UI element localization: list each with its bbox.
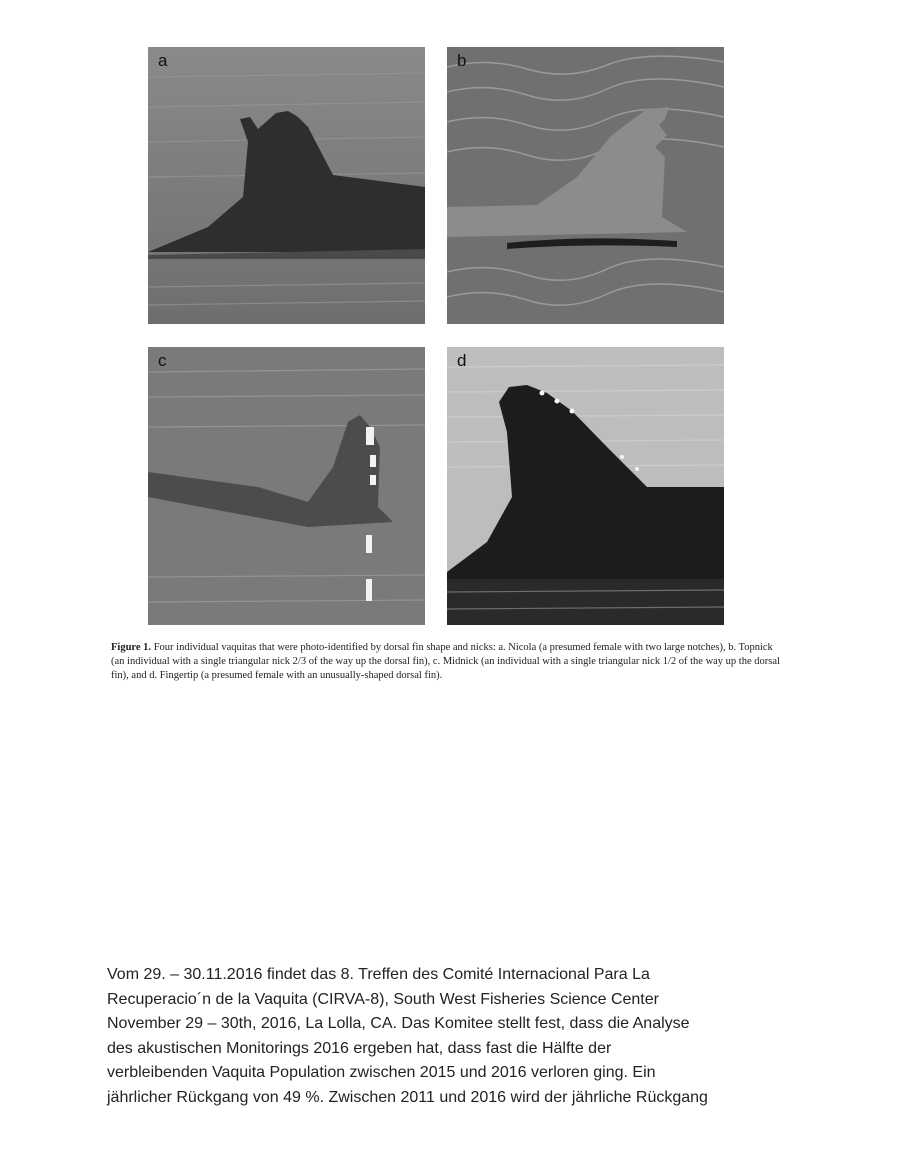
figure-caption (111, 641, 781, 683)
caption-text: Four individual vaquitas that were photo-identified by dorsal fin shape and nicks: a. Nicola (a presumed female with two large notches), b. Topnick (an individual with a single triangular nick 2/3 of the way up the dorsal fin), c. Midnick (an individual with a single triangular nick 1/2 of the way up the dorsal fin), and d. Fingertip (a presumed female with an unusually-shaped dorsal fin). (111, 642, 780, 681)
panel-label-a: a (158, 51, 168, 70)
caption-label: Figure 1. (111, 642, 152, 653)
body-line: November 29 – 30th, 2016, La Lolla, CA. Das Komitee stellt fest, dass die Analyse (107, 1015, 690, 1032)
photo-panel-b (447, 47, 724, 324)
body-line: verbleibenden Vaquita Population zwischen 2015 und 2016 verloren ging. Ein (107, 1064, 656, 1081)
body-line: Vom 29. – 30.11.2016 findet das 8. Treffen des Comité Internacional Para La (107, 966, 650, 983)
body-paragraph (107, 963, 807, 1110)
body-line: Recuperacio´n de la Vaquita (CIRVA-8), South West Fisheries Science Center (107, 990, 659, 1008)
panel-label-d: d (457, 351, 467, 370)
body-line: des akustischen Monitorings 2016 ergeben hat, dass fast die Hälfte der (107, 1039, 612, 1057)
photo-panel-c (148, 347, 425, 625)
body-line: jährlicher Rückgang von 49 %. Zwischen 2011 und 2016 wird der jährliche Rückgang (107, 1088, 708, 1106)
photo-panel-d (447, 347, 724, 625)
photo-panel-a (148, 47, 425, 324)
panel-label-c: c (158, 351, 167, 370)
panel-label-b: b (457, 51, 467, 70)
